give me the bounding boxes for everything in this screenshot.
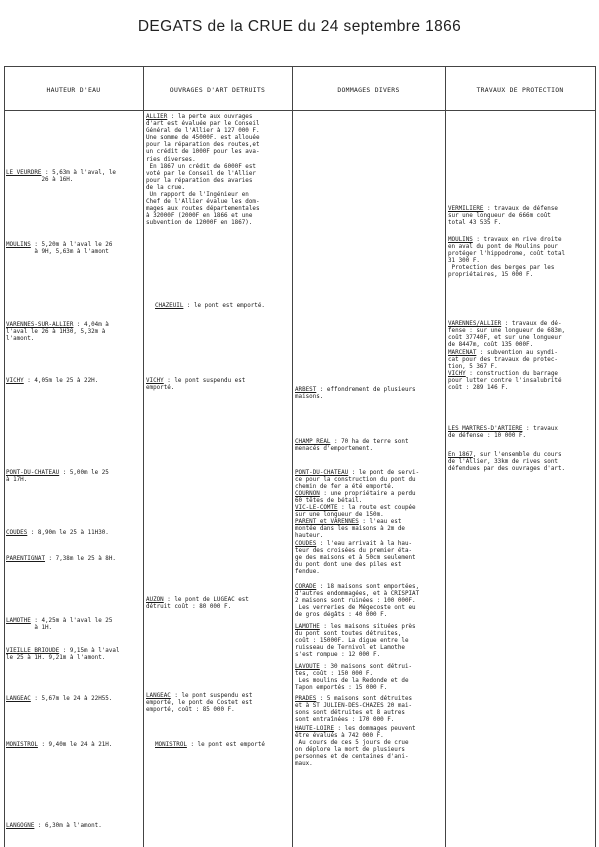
header-dommages-divers: DOMMAGES DIVERS <box>337 86 400 94</box>
entry-les-martres-dartiere: LES MARTRES-D'ARTIERE : travaux de défense : 10 000 F. <box>448 426 558 440</box>
entry-monistrol: MONISTROL : 9,40m le 24 à 21H. <box>6 742 113 748</box>
entry-pont-du-chateau: PONT-DU-CHATEAU : 5,00m le 25 à 17H. <box>6 470 109 484</box>
entry-lamothe: LAMOTHE : 4,25m à l'aval le 25 à 1H. <box>6 618 113 632</box>
entry-vieille-brioude: VIEILLE BRIOUDE : 9,15m à l'aval le 25 à 1H. 9,21m à l'amont. <box>6 648 120 662</box>
entry-parent-varennes: PARENT et VARENNES : l'eau est montée dans les maisons à 2m de hauteur. <box>295 519 405 540</box>
table-border-left <box>4 66 5 847</box>
entry-corade: CORADE : 18 maisons sont emportées, d'autres endommagées, et à CRISPIAT 2 maisons sont ruinées : 100 000F. Les verreries de Mégecoste ont eu de gros dégâts : 40 000 F. <box>295 584 420 619</box>
entry-vichy-works: VICHY : construction du barrage pour lutter contre l'insalubrité coût : 289 146 F. <box>448 371 562 392</box>
entry-vic-le-comte: VIC-LE-COMTE : la route est coupée sur une longueur de 150m. <box>295 505 416 519</box>
entry-vermiliere: VERMILIERE : travaux de défense sur une longueur de 666m coût total 43 535 F. <box>448 206 558 227</box>
entry-pont-du-chateau-damage: PONT-DU-CHATEAU : le pont de servi- ce pour la construction du pont du chemin de fer a été emporté. <box>295 470 420 491</box>
entry-chazeuil: CHAZEUIL : le pont est emporté. <box>155 303 265 309</box>
column-divider-1 <box>143 66 144 847</box>
entry-coudes-damage: COUDES : l'eau arrivait à la hau- teur des croisées du premier éta- ge des maisons et à 50cm seulement du pont dont une des piles est fendue. <box>295 541 416 576</box>
entry-moulins-works: MOULINS : travaux en rive droite en aval du pont de Moulins pour protéger l'hippodrome, coût total 31 300 F. Protection des berges par les propriétaires, 15 000 F. <box>448 237 566 279</box>
entry-haute-loire: HAUTE-LOIRE : les dommages peuvent être évalués à 742 000 F. Au cours de ces 5 jours de crue on déplore la mort de plusieurs personnes et de centaines d'ani- maux. <box>295 726 416 768</box>
entry-auzon: AUZON : le pont de LUGEAC est détruit coût : 80 000 F. <box>146 597 249 611</box>
entry-champ-real: CHAMP REAL : 70 ha de terre sont menacés d'emportement. <box>295 439 409 453</box>
entry-prades: PRADES : 5 maisons sont détruites et à ST JULIEN-DES-CHAZES 20 mai- sons sont détruites et 8 autres sont entraînées : 170 000 F. <box>295 696 413 724</box>
header-ouvrages-art: OUVRAGES D'ART DETRUITS <box>169 86 266 94</box>
entry-le-veurdre: LE VEURDRE : 5,63m à l'aval, le 26 à 16H. <box>6 170 116 184</box>
entry-vichy-bridge: VICHY : le pont suspendu est emporté. <box>146 378 246 392</box>
entry-marcenat: MARCENAT : subvention au syndi- cat pour des travaux de protec- tion, 5 367 F. <box>448 350 558 371</box>
entry-vichy: VICHY : 4,05m le 25 à 22H. <box>6 378 99 384</box>
entry-1867-summary: En 1867, sur l'ensemble du cours de l'Allier, 33km de rives sont défendues par des ouvrages d'art. <box>448 452 566 473</box>
entry-varennes-allier-works: VARENNES/ALLIER : travaux de dé- fense : sur une longueur de 683m, coût 37740F, et sur une longueur de 8447m, coût 135 000F. <box>448 321 566 349</box>
entry-cournon: COURNON : une propriétaire a perdu 60 têtes de bétail. <box>295 491 416 505</box>
header-travaux-protection: TRAVAUX DE PROTECTION <box>476 86 564 94</box>
column-divider-2 <box>292 66 293 847</box>
column-divider-3 <box>445 66 446 847</box>
entry-langogne: LANGOGNE : 6,30m à l'amont. <box>6 823 102 829</box>
entry-langeac-bridge: LANGEAC : le pont suspendu est emporté, le pont de Costet est emporté, coût : 85 000 F. <box>146 693 253 714</box>
entry-arbest: ARBEST : effondrement de plusieurs maisons. <box>295 387 416 401</box>
entry-lavoute: LAVOUTE : 30 maisons sont détrui- tes, coût : 150 000 F. Les moulins de la Redonde et de Tapon emportés : 15 000 F. <box>295 664 413 692</box>
entry-coudes: COUDES : 8,90m le 25 à 11H30. <box>6 530 109 536</box>
entry-moulins: MOULINS : 5,20m à l'aval le 26 à 9H, 5,63m à l'amont <box>6 242 113 256</box>
header-hauteur-eau: HAUTEUR D'EAU <box>46 86 101 94</box>
header-rule <box>4 110 596 111</box>
entry-parentignat: PARENTIGNAT : 7,38m le 25 à 8H. <box>6 556 116 562</box>
entry-allier: ALLIER : la perte aux ouvrages d'art est évaluée par le Conseil Général de l'Allier à 127 000 F. Une somme de 45000F. est allouée pour la réparation des routes,et un crédit de 1000F pour les ava- ries diverses. En 1867 un crédit de 6000F est voté par le Conseil de l'Allier pour la réparation des avaries de la crue. Un rapport de l'Ingénieur en Chef de l'Allier évalue les dom- mages aux routes départementales à 32000F (2000F en 1866 et une subvention de 12000F en 1867). <box>146 114 260 227</box>
entry-lamothe-damage: LAMOTHE : les maisons situées près du pont sont toutes détruites, coût : 15000F. La digue entre le ruisseau de Ternivol et Lamothe s'est rompue : 12 000 F. <box>295 624 416 659</box>
table-border-right <box>595 66 596 847</box>
page-title: DEGATS de la CRUE du 24 septembre 1866 <box>137 18 462 35</box>
entry-varennes-sur-allier: VARENNES-SUR-ALLIER : 4,04m à l'aval le 26 à 1H30, 5,32m à l'amont. <box>6 322 109 343</box>
entry-langeac: LANGEAC : 5,67m le 24 à 22H55. <box>6 696 113 702</box>
entry-monistrol-bridge: MONISTROL : le pont est emporté <box>155 742 265 748</box>
table-top-rule <box>4 66 596 67</box>
